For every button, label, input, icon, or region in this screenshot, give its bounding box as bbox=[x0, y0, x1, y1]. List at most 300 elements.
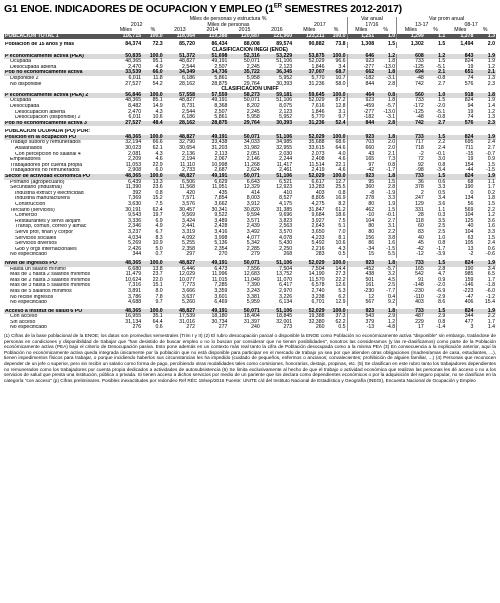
row-cell: 9.2 bbox=[387, 299, 396, 306]
row-cell: 3.5 bbox=[438, 217, 446, 224]
row-cell: 3,492 bbox=[246, 228, 260, 235]
row-cell: 7,571 bbox=[182, 195, 196, 202]
row-cell: 13,752 bbox=[276, 271, 293, 278]
row-cell: 3.6 bbox=[487, 217, 495, 224]
row-cell: 1.5 bbox=[438, 58, 446, 65]
row-label: Más de 2 hasta 3 salarios mínimos bbox=[10, 277, 91, 283]
row-cell: 733 bbox=[397, 135, 425, 141]
header-sub-cell: Miles bbox=[397, 28, 425, 34]
row-cell: 543 bbox=[347, 314, 375, 320]
row-cell: 8.6 bbox=[438, 299, 446, 306]
row-cell: 1.8 bbox=[387, 58, 396, 65]
row-cell: 19,388 bbox=[308, 313, 325, 320]
row-cell: 5,958 bbox=[246, 74, 260, 81]
row-cell: 2.0 bbox=[387, 145, 396, 152]
row-cell: 718 bbox=[397, 146, 425, 152]
row-cell: 12.7 bbox=[335, 178, 346, 185]
header-group-3: Var prom anual bbox=[397, 17, 496, 23]
row-cell: -4.8 bbox=[386, 324, 396, 331]
row-cell: 85.1 bbox=[152, 97, 163, 104]
row-cell: 5,770 bbox=[311, 74, 325, 81]
row-label: Desocupación (disponible) 2 bbox=[15, 115, 81, 121]
row-cell: 80 bbox=[347, 224, 375, 230]
row-cell: 83 bbox=[397, 230, 425, 236]
row-cell: 1.2 bbox=[375, 54, 397, 60]
row-cell: 0.9 bbox=[487, 156, 495, 163]
row-cell: 435 bbox=[218, 189, 228, 196]
row-label: Asalariados bbox=[15, 146, 43, 152]
header-sub-cell: Miles bbox=[119, 27, 132, 34]
row-cell: 1.5 bbox=[425, 135, 447, 141]
row-cell: 48,827 bbox=[179, 58, 196, 65]
row-cell: 6,629 bbox=[214, 178, 228, 185]
row-cell: 1.2 bbox=[425, 54, 447, 60]
row-cell: -230 bbox=[347, 289, 375, 295]
row-cell: 2,507 bbox=[214, 63, 228, 70]
row-label: Gob y orgs internacionales bbox=[15, 246, 77, 252]
row-cell: 344 bbox=[464, 313, 474, 320]
row-cell: 1.2 bbox=[487, 108, 495, 115]
row-cell: 11,570 bbox=[308, 276, 325, 283]
row-cell: 2,544 bbox=[182, 108, 196, 115]
row-cell: 3,576 bbox=[182, 201, 196, 207]
row-cell: 2.5 bbox=[387, 282, 396, 289]
row-cell: 462 bbox=[347, 208, 375, 214]
row-cell: 12,029 bbox=[179, 271, 196, 278]
row-cell: -3.4 bbox=[436, 167, 446, 174]
row-cell: 10.7 bbox=[335, 74, 346, 81]
header-var-1317: 13-17 bbox=[397, 23, 447, 29]
row-cell: -8 bbox=[347, 191, 375, 197]
row-label: Servicios sociales bbox=[15, 235, 57, 241]
row-cell: -0.8 bbox=[436, 114, 446, 121]
row-cell: 6,469 bbox=[214, 299, 228, 306]
row-cell: 1.7 bbox=[487, 276, 495, 283]
row-cell: 86 bbox=[347, 241, 375, 247]
row-cell: 100.0 bbox=[325, 93, 347, 99]
row-cell: 22.1 bbox=[335, 161, 346, 168]
row-cell: 28 bbox=[397, 213, 425, 219]
row-cell: 6.2 bbox=[338, 293, 346, 300]
row-cell: 1.8 bbox=[474, 93, 496, 99]
row-cell: 1.1 bbox=[487, 178, 495, 185]
row-cell: 5,136 bbox=[214, 240, 228, 247]
total-cell: 118,064 bbox=[164, 34, 196, 40]
row-cell: 279 bbox=[251, 251, 260, 258]
row-cell: 6.9 bbox=[155, 217, 163, 224]
row-cell: 2.7 bbox=[438, 80, 446, 87]
row-cell: 52,316 bbox=[228, 54, 260, 60]
row-cell: 74 bbox=[467, 114, 474, 121]
row-cell: 18,845 bbox=[276, 313, 293, 320]
row-cell: 6,439 bbox=[128, 178, 142, 185]
row-cell: 1.9 bbox=[387, 201, 396, 207]
row-cell: 97 bbox=[347, 163, 375, 169]
row-cell: 62.4 bbox=[152, 206, 163, 213]
row-cell: 2,470 bbox=[128, 108, 142, 115]
row-cell: 501 bbox=[347, 278, 375, 284]
row-cell: 1.5 bbox=[425, 174, 447, 180]
row-cell: 2,285 bbox=[246, 245, 260, 252]
row-cell: 125 bbox=[464, 217, 474, 224]
row-cell: 2.1 bbox=[474, 70, 496, 76]
row-cell: 824 bbox=[464, 58, 474, 65]
row-cell: 2,439 bbox=[246, 223, 260, 230]
row-cell: 1,308 bbox=[347, 42, 375, 48]
row-cell: 13 bbox=[467, 245, 474, 252]
row-cell: 2.9 bbox=[387, 313, 396, 320]
row-cell: 7,316 bbox=[128, 282, 142, 289]
row-cell: 72 bbox=[397, 157, 425, 163]
row-cell: 272 bbox=[186, 324, 196, 331]
row-cell: 733 bbox=[397, 261, 425, 267]
row-cell: 104 bbox=[464, 228, 474, 235]
row-cell: 22.2 bbox=[335, 276, 346, 283]
total-cell: 100.0 bbox=[142, 34, 164, 40]
row-cell: 50,835 bbox=[110, 54, 142, 60]
row-cell: 52,029 bbox=[293, 309, 325, 315]
row-cell: 6,134 bbox=[279, 299, 293, 306]
row-cell: 2,428 bbox=[214, 223, 228, 230]
row-cell: -6.9 bbox=[436, 287, 446, 294]
total-cell: 1,251 bbox=[347, 34, 375, 40]
row-cell: 3.3 bbox=[387, 195, 396, 202]
row-cell: 48,827 bbox=[164, 135, 196, 141]
row-cell: 2,426 bbox=[128, 245, 142, 252]
row-cell: 3,666 bbox=[182, 287, 196, 294]
row-cell: 6,701 bbox=[311, 299, 325, 306]
row-cell: 31,397 bbox=[243, 318, 260, 325]
row-cell: 5,430 bbox=[279, 240, 293, 247]
row-cell: 1.9 bbox=[474, 261, 496, 267]
row-cell: 824 bbox=[446, 135, 474, 141]
row-cell: 2.0 bbox=[387, 139, 396, 146]
row-cell: 0 bbox=[470, 189, 474, 196]
row-label: Más de 1 hasta 2 salarios mínimos bbox=[10, 272, 91, 278]
row-cell: 32,380 bbox=[308, 318, 325, 325]
header-sub-cell: % bbox=[150, 27, 156, 34]
row-cell: 2,113 bbox=[214, 150, 228, 157]
row-cell: 1.3 bbox=[487, 74, 495, 81]
row-cell: 2,146 bbox=[246, 156, 260, 163]
row-cell: 477 bbox=[464, 318, 474, 325]
row-cell: 4.9 bbox=[155, 63, 163, 70]
row-cell: 3,601 bbox=[214, 293, 228, 300]
row-cell: 2.7 bbox=[425, 121, 447, 127]
row-cell: 1.8 bbox=[375, 309, 397, 315]
row-cell: -223 bbox=[462, 287, 474, 294]
row-cell: 190 bbox=[464, 265, 474, 272]
row-cell: -148 bbox=[397, 283, 425, 289]
row-cell: 247 bbox=[397, 196, 425, 202]
row-cell: 1.5 bbox=[487, 234, 495, 241]
row-cell: 52,029 bbox=[293, 174, 325, 180]
row-cell: 37.3 bbox=[335, 313, 346, 320]
row-cell: 27,527 bbox=[110, 121, 142, 127]
row-cell: 277 bbox=[218, 324, 228, 331]
row-cell: 30,191 bbox=[125, 206, 142, 213]
row-cell: -42 bbox=[397, 247, 425, 253]
row-cell: -10 bbox=[347, 213, 375, 219]
row-cell: 5,255 bbox=[182, 240, 196, 247]
row-cell: 18.6 bbox=[335, 212, 346, 219]
row-cell: 4,688 bbox=[128, 299, 142, 306]
row-cell: 229 bbox=[397, 320, 425, 326]
row-cell: 19 bbox=[467, 108, 474, 115]
row-cell: 6,186 bbox=[182, 74, 196, 81]
row-cell: 1.5 bbox=[387, 206, 396, 213]
title-sup: ER bbox=[273, 3, 282, 10]
row-cell: 4,092 bbox=[182, 234, 196, 241]
row-cell: 5,861 bbox=[214, 114, 228, 121]
row-cell: 2,123 bbox=[279, 63, 293, 70]
row-cell: 560 bbox=[397, 93, 425, 99]
row-label: POBLACION OCUPADA (PO) POR: bbox=[5, 129, 91, 135]
row-cell: 1.5 bbox=[438, 41, 446, 48]
row-cell: 100.0 bbox=[325, 174, 347, 180]
row-cell: 11,514 bbox=[308, 161, 325, 168]
row-cell: 6,446 bbox=[182, 265, 196, 272]
row-cell: 3,359 bbox=[214, 287, 228, 294]
row-cell: 91 bbox=[397, 278, 425, 284]
row-cell: 5,492 bbox=[311, 240, 325, 247]
row-cell: 1.4 bbox=[487, 102, 495, 109]
row-cell: 576 bbox=[464, 80, 474, 87]
row-cell: 4.3 bbox=[338, 245, 346, 252]
row-cell: 34,985 bbox=[276, 139, 293, 146]
row-cell: -230 bbox=[397, 289, 425, 295]
row-cell: 54.2 bbox=[152, 80, 163, 87]
row-cell: 2,908 bbox=[128, 167, 142, 174]
total-cell: 121,960 bbox=[261, 34, 293, 40]
row-cell: 89,574 bbox=[276, 41, 293, 48]
row-cell: 32,194 bbox=[125, 139, 142, 146]
row-cell: 3,570 bbox=[279, 228, 293, 235]
row-cell: 17 bbox=[397, 325, 425, 331]
row-cell: 403 bbox=[397, 300, 425, 306]
row-cell: 5,952 bbox=[279, 74, 293, 81]
row-cell: 34,033 bbox=[243, 139, 260, 146]
row-cell: 12,329 bbox=[243, 184, 260, 191]
row-cell: 1.1 bbox=[438, 206, 446, 213]
row-cell: 48,827 bbox=[179, 97, 196, 104]
row-cell: 923 bbox=[347, 98, 375, 104]
row-cell: 2,245 bbox=[246, 108, 260, 115]
row-cell: -0.8 bbox=[436, 74, 446, 81]
row-cell: 3,891 bbox=[128, 287, 142, 294]
row-cell: 240 bbox=[251, 324, 260, 331]
row-cell: 0.8 bbox=[155, 189, 163, 196]
row-cell: 1.8 bbox=[375, 135, 397, 141]
row-cell: 32,955 bbox=[276, 145, 293, 152]
row-cell: 5,260 bbox=[182, 299, 196, 306]
row-cell: 8,075 bbox=[279, 102, 293, 109]
total-cell: 119,388 bbox=[196, 34, 228, 40]
row-cell: 51,106 bbox=[261, 135, 293, 141]
row-cell: 5.1 bbox=[338, 223, 346, 230]
row-cell: 95.1 bbox=[152, 58, 163, 65]
row-cell: -1.7 bbox=[436, 245, 446, 252]
row-cell: 0.5 bbox=[338, 251, 346, 258]
row-cell: 16,955 bbox=[125, 313, 142, 320]
row-cell: 15.2 bbox=[152, 195, 163, 202]
row-cell: 2,461 bbox=[279, 167, 293, 174]
row-cell: 2,643 bbox=[311, 223, 325, 230]
row-cell: 2.8 bbox=[438, 265, 446, 272]
row-cell: 29,764 bbox=[243, 80, 260, 87]
row-cell: 5,958 bbox=[246, 114, 260, 121]
row-cell: 30,341 bbox=[211, 206, 228, 213]
row-cell: 62.1 bbox=[152, 145, 163, 152]
row-cell: 4,175 bbox=[279, 201, 293, 207]
row-cell: 48,365 bbox=[110, 174, 142, 180]
row-cell: 50,071 bbox=[228, 309, 260, 315]
total-cell: 120,687 bbox=[228, 34, 260, 40]
row-cell: 3,319 bbox=[182, 228, 196, 235]
row-cell: 100.0 bbox=[325, 309, 347, 315]
row-cell: 64.6 bbox=[335, 145, 346, 152]
row-cell: 2,358 bbox=[182, 245, 196, 252]
row-cell: 1.8 bbox=[375, 261, 397, 267]
row-cell: 843 bbox=[446, 54, 474, 60]
row-cell: 5,342 bbox=[246, 240, 260, 247]
row-cell: 5,952 bbox=[279, 114, 293, 121]
row-cell: 10,624 bbox=[125, 276, 142, 283]
header-year-2012: 2012 bbox=[130, 21, 143, 28]
row-cell: 18,404 bbox=[243, 313, 260, 320]
row-cell: 6,186 bbox=[182, 114, 196, 121]
row-cell: 6.0 bbox=[155, 167, 163, 174]
row-cell: 5,959 bbox=[246, 299, 260, 306]
row-cell: 844 bbox=[347, 82, 375, 88]
row-cell: 923 bbox=[347, 135, 375, 141]
row-cell: 3.0 bbox=[438, 156, 446, 163]
row-cell: 694 bbox=[397, 70, 425, 76]
row-cell: 6,578 bbox=[311, 282, 325, 289]
row-cell: 12.6 bbox=[335, 282, 346, 289]
row-cell: 154 bbox=[464, 161, 474, 168]
total-cell: 123,211 bbox=[293, 34, 325, 40]
row-cell: 2.8 bbox=[375, 121, 397, 127]
row-cell: 567 bbox=[347, 300, 375, 306]
row-cell: 100.0 bbox=[325, 135, 347, 141]
header-sub-cell: 2014 bbox=[206, 27, 218, 34]
row-label: Servicios diversos bbox=[15, 241, 57, 247]
row-cell: 392 bbox=[132, 189, 142, 196]
row-cell: 703 bbox=[347, 140, 375, 146]
row-cell: 16.9 bbox=[335, 195, 346, 202]
row-cell: 4.0 bbox=[338, 150, 346, 157]
row-cell: 0.5 bbox=[338, 324, 346, 331]
row-cell: 12.9 bbox=[335, 299, 346, 306]
row-cell: 30,820 bbox=[243, 206, 260, 213]
row-cell: 52,029 bbox=[293, 135, 325, 141]
row-cell: 7,616 bbox=[311, 102, 325, 109]
row-cell: 23.6 bbox=[152, 184, 163, 191]
row-cell: 7,854 bbox=[214, 195, 228, 202]
row-cell: 3,927 bbox=[311, 217, 325, 224]
row-label: Desocupada abierta bbox=[10, 64, 57, 70]
row-cell: 49,191 bbox=[196, 135, 228, 141]
row-cell: 8,003 bbox=[246, 195, 260, 202]
row-cell: 51,106 bbox=[276, 58, 293, 65]
row-cell: 6,417 bbox=[279, 282, 293, 289]
row-cell: -2.9 bbox=[436, 293, 446, 300]
row-cell: 37,007 bbox=[293, 70, 325, 76]
row-cell: -7.7 bbox=[386, 287, 396, 294]
row-cell: -172 bbox=[397, 104, 425, 110]
row-cell: -2 bbox=[468, 251, 474, 258]
row-cell: 2 bbox=[397, 191, 425, 197]
row-cell: 2,408 bbox=[311, 156, 325, 163]
row-cell: 56 bbox=[467, 201, 474, 207]
row-cell: 1.3 bbox=[487, 114, 495, 121]
row-cell: 4,034 bbox=[128, 234, 142, 241]
row-cell: 711 bbox=[465, 145, 474, 152]
row-cell: -1.7 bbox=[386, 167, 396, 174]
row-cell: 51,106 bbox=[261, 261, 293, 267]
row-cell: 165 bbox=[397, 267, 425, 273]
row-cell: 3.8 bbox=[387, 234, 396, 241]
row-cell: 66.0 bbox=[142, 70, 164, 76]
row-cell: 13,283 bbox=[308, 184, 325, 191]
row-cell: 8,202 bbox=[246, 102, 260, 109]
row-cell: 72.3 bbox=[152, 41, 163, 48]
row-cell: 68 bbox=[467, 178, 474, 185]
row-cell: 4.5 bbox=[387, 276, 396, 283]
row-label: P económicamente activa (PEA) bbox=[4, 54, 110, 60]
row-cell: 3.6 bbox=[438, 201, 446, 207]
row-cell: 3,226 bbox=[279, 293, 293, 300]
row-cell: -5.1 bbox=[436, 108, 446, 115]
row-cell: -459 bbox=[347, 104, 375, 110]
row-cell: 48,365 bbox=[125, 97, 142, 104]
row-cell: 2,507 bbox=[214, 108, 228, 115]
row-cell: 15.1 bbox=[152, 282, 163, 289]
row-cell: 5,770 bbox=[311, 114, 325, 121]
row-cell: 31,134 bbox=[125, 318, 142, 325]
row-cell: 3,243 bbox=[246, 287, 260, 294]
row-cell: 273 bbox=[283, 324, 293, 331]
row-cell: 7.5 bbox=[155, 201, 163, 207]
row-cell: 31,385 bbox=[276, 206, 293, 213]
row-cell: 0.8 bbox=[375, 93, 397, 99]
row-cell: 129 bbox=[397, 202, 425, 208]
row-cell: -1.9 bbox=[386, 189, 396, 196]
header-year-2017: 2017 bbox=[314, 21, 326, 28]
row-cell: 985 bbox=[464, 271, 474, 278]
row-cell: 733 bbox=[397, 59, 425, 65]
row-cell: -1.5 bbox=[386, 245, 396, 252]
row-cell: 2,970 bbox=[279, 287, 293, 294]
row-label: Acceso a institut de salud 6 PO bbox=[4, 309, 110, 315]
row-label: Industria manufacturera bbox=[15, 196, 70, 202]
row-cell: 7,504 bbox=[311, 265, 325, 272]
row-cell: 31,203 bbox=[211, 145, 228, 152]
indicators-table bbox=[4, 17, 496, 331]
row-cell: 844 bbox=[347, 121, 375, 127]
total-cell: 100.0 bbox=[325, 34, 347, 40]
row-cell: 438 bbox=[347, 272, 375, 278]
row-cell: 0.3 bbox=[438, 212, 446, 219]
row-cell: 45 bbox=[397, 241, 425, 247]
row-cell: 2.7 bbox=[387, 217, 396, 224]
row-cell: 2,245 bbox=[246, 63, 260, 70]
row-cell: 58.0 bbox=[335, 80, 346, 87]
row-cell: 68.7 bbox=[325, 70, 347, 76]
row-cell: 3,650 bbox=[311, 228, 325, 235]
row-cell: 11,049 bbox=[244, 276, 260, 283]
